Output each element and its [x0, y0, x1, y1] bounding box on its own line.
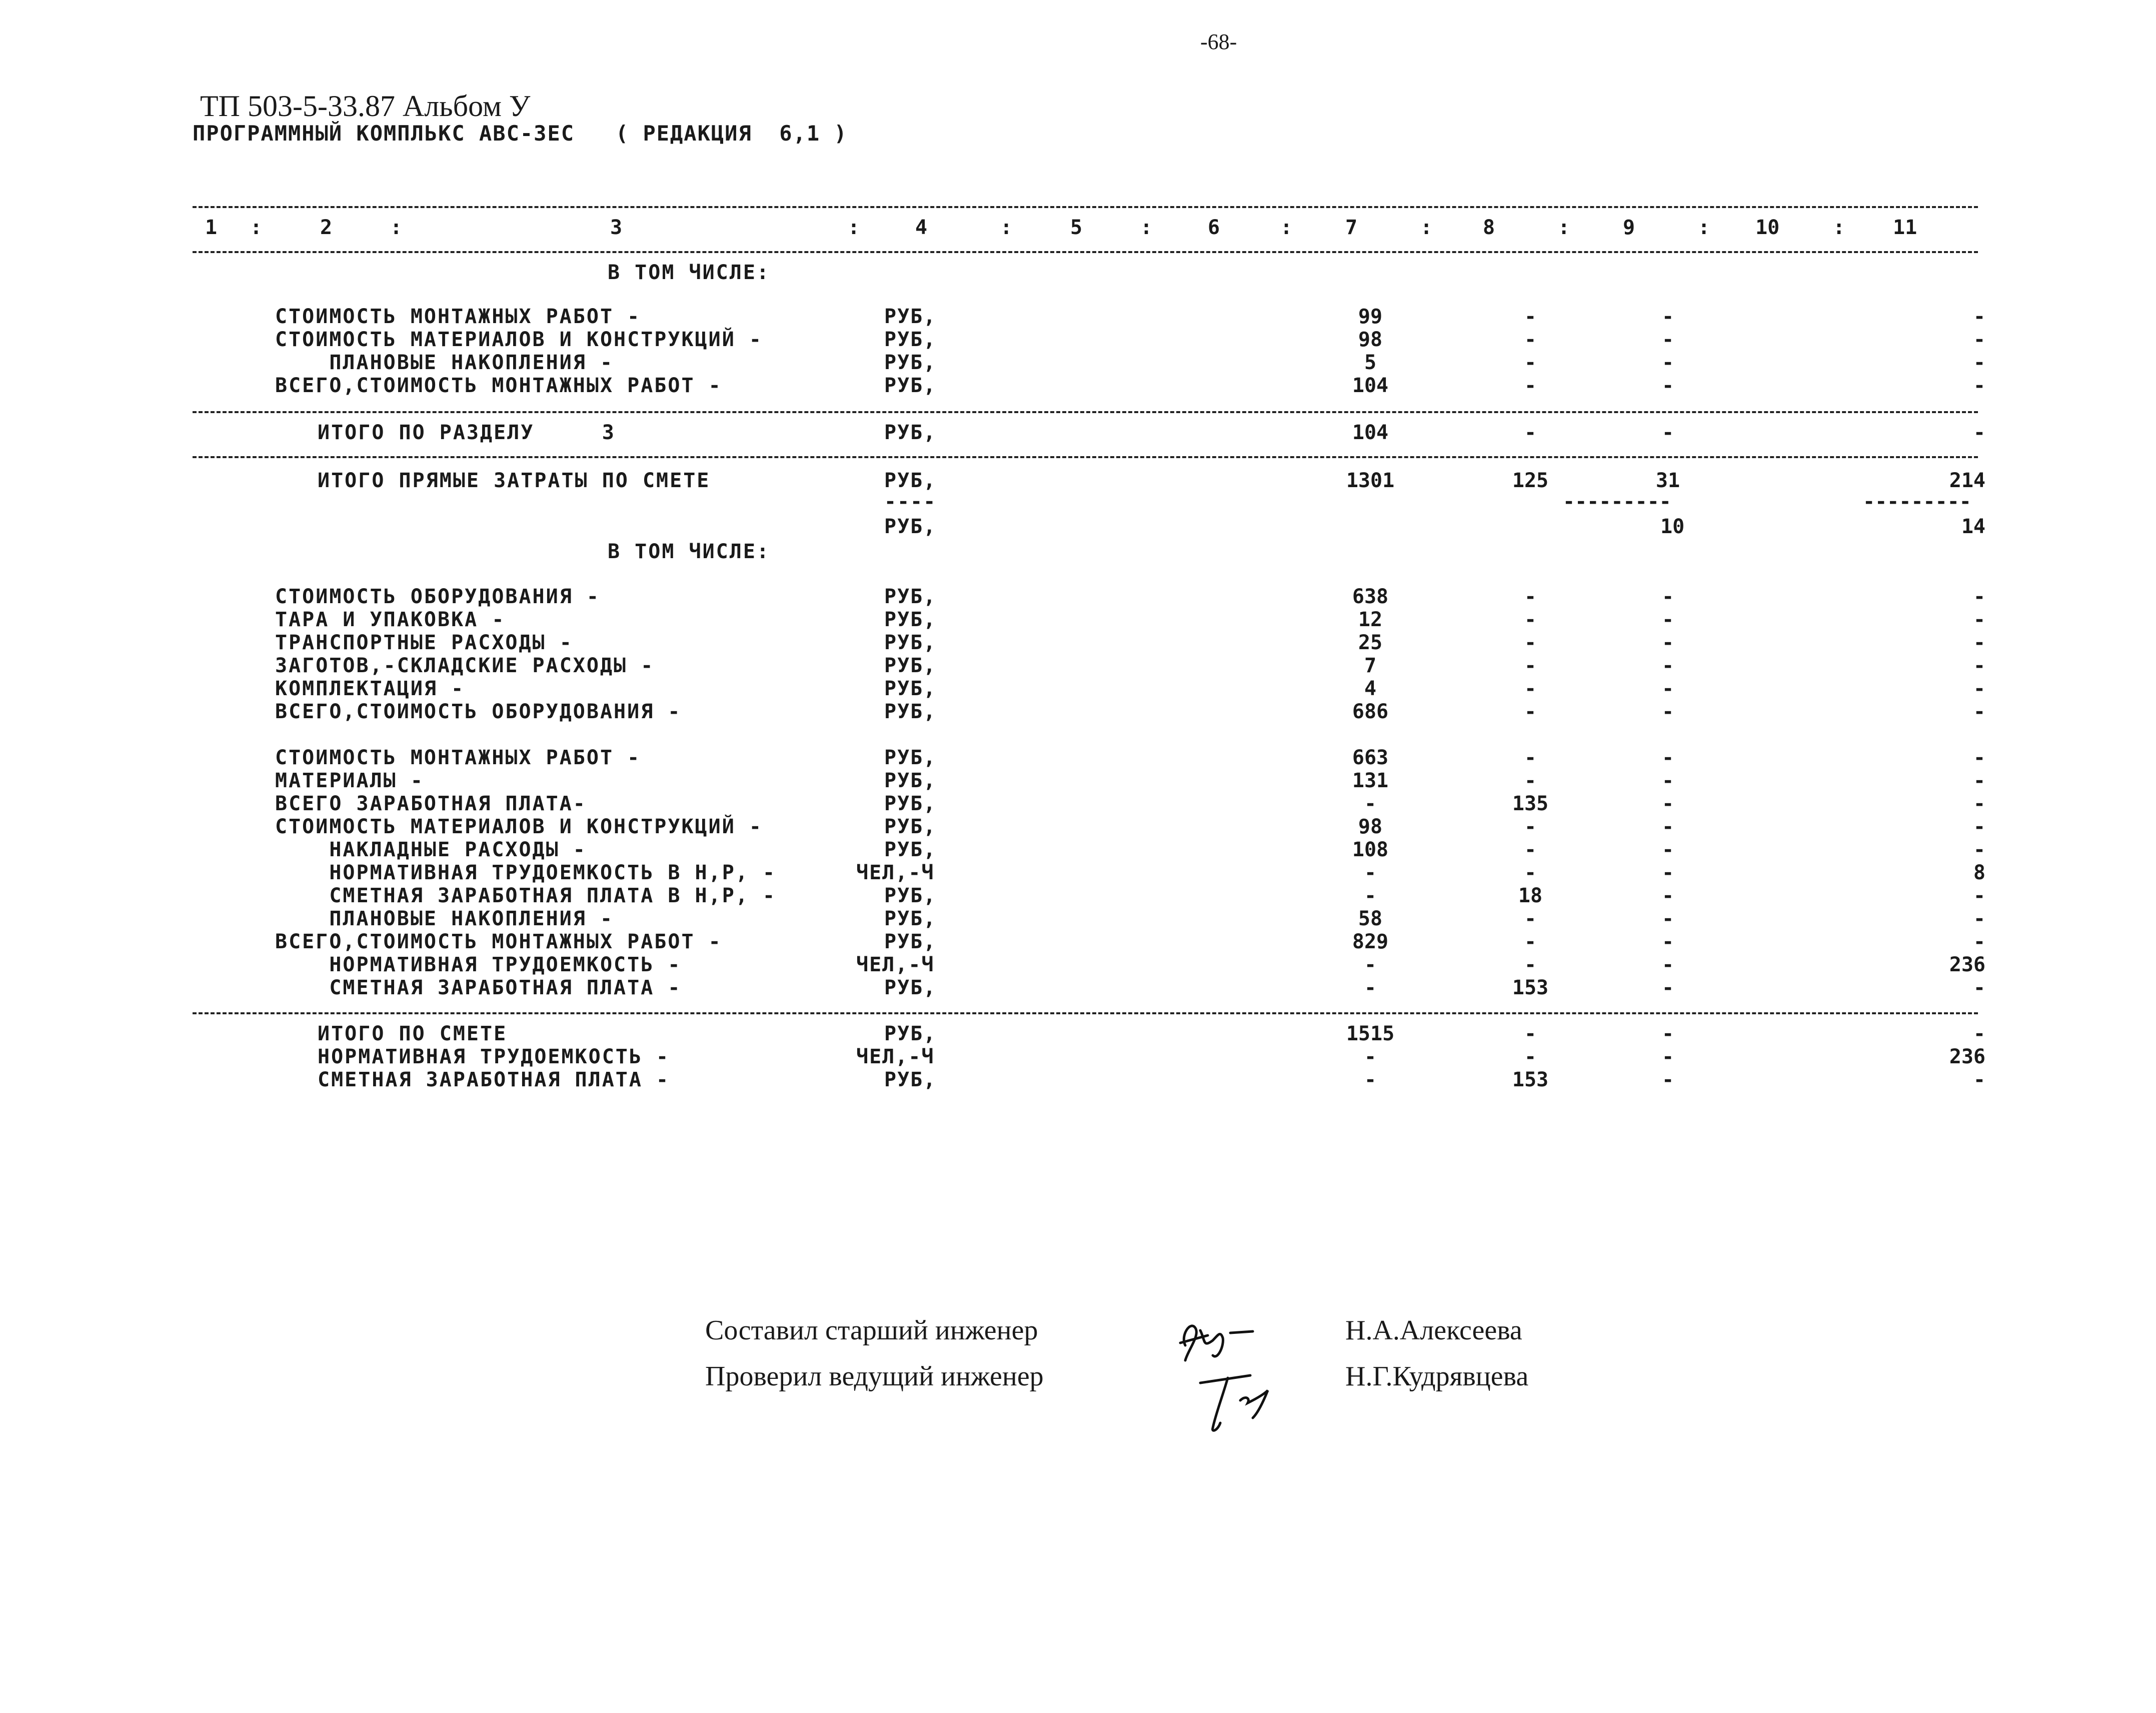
cell-col8: -: [1524, 1045, 1537, 1068]
cell-col8: -: [1524, 585, 1537, 608]
row-label: СТОИМОСТЬ МАТЕРИАЛОВ И КОНСТРУКЦИЙ -: [275, 328, 763, 351]
cell-col9: -: [1661, 907, 1674, 930]
table-row: [0, 1068, 2156, 1091]
cell-col9: -: [1661, 1022, 1674, 1045]
cell-col11: -: [1973, 1068, 1985, 1091]
cell-col9: -: [1661, 374, 1674, 397]
cell-col7: 104: [1352, 421, 1389, 444]
table-row: [0, 677, 2156, 700]
table-row: [0, 769, 2156, 792]
cell-col11: 236: [1949, 953, 1985, 976]
col-3: 3: [610, 216, 623, 239]
cell-col11: -: [1973, 815, 1985, 838]
cell-col9: -: [1661, 654, 1674, 677]
subtotal-rule: [193, 456, 1978, 458]
cell-col7: 7: [1364, 654, 1377, 677]
cell-col8: 153: [1512, 976, 1549, 999]
cell-col8: -: [1524, 861, 1537, 884]
row-unit: ЧЕЛ,-Ч: [856, 1045, 935, 1068]
row-label: ВСЕГО,СТОИМОСТЬ ОБОРУДОВАНИЯ -: [275, 700, 682, 723]
cell-col11: 236: [1949, 1045, 1985, 1068]
cell-col9: -: [1661, 815, 1674, 838]
col-8: 8: [1483, 216, 1495, 239]
cell-col9: -: [1661, 700, 1674, 723]
row-unit: РУБ,: [884, 746, 937, 769]
cell-col7: 1301: [1346, 469, 1395, 492]
table-row: [0, 746, 2156, 769]
table-row: [0, 351, 2156, 374]
cell-col11: -: [1973, 608, 1985, 631]
col9-dash: ---------: [1563, 490, 1671, 513]
cell-col11: -: [1973, 631, 1985, 654]
row-label: ВСЕГО,СТОИМОСТЬ МОНТАЖНЫХ РАБОТ -: [275, 374, 722, 397]
cell-col9: -: [1661, 585, 1674, 608]
row-unit: РУБ,: [884, 305, 937, 328]
cell-col7: 98: [1358, 328, 1383, 351]
cell-col9: -: [1661, 746, 1674, 769]
checked-by-name: Н.Г.Кудрявцева: [1345, 1361, 1529, 1392]
cell-col7: -: [1364, 861, 1377, 884]
row-label: СТОИМОСТЬ ОБОРУДОВАНИЯ -: [275, 585, 600, 608]
header-bottom-rule: [193, 251, 1978, 253]
cell-col9: 31: [1655, 469, 1680, 492]
cell-col9: 10: [1660, 515, 1685, 538]
row-unit: РУБ,: [884, 769, 937, 792]
program-line: ПРОГРАММНЫЙ КОМПЛЬКС АВС-3ЕС ( РЕДАКЦИЯ 6,1 ): [193, 121, 848, 146]
subtotal-rule: [193, 411, 1978, 413]
cell-col8: -: [1524, 838, 1537, 861]
row-unit: РУБ,: [884, 700, 937, 723]
table-row: [0, 838, 2156, 861]
cell-col8: -: [1524, 608, 1537, 631]
col-1: 1: [205, 216, 218, 239]
cell-col7: -: [1364, 1045, 1377, 1068]
cell-col8: -: [1524, 374, 1537, 397]
row-label: ЗАГОТОВ,-СКЛАДСКИЕ РАСХОДЫ -: [275, 654, 655, 677]
row-unit: РУБ,: [884, 1022, 937, 1045]
unit-dash: ----: [884, 490, 937, 513]
col-separator: :: [1280, 216, 1293, 239]
cell-col7: 58: [1358, 907, 1383, 930]
col-separator: :: [1558, 216, 1570, 239]
row-label: ПЛАНОВЫЕ НАКОПЛЕНИЯ -: [275, 351, 614, 374]
row-label: ИТОГО ПРЯМЫЕ ЗАТРАТЫ ПО СМЕТЕ: [318, 469, 711, 492]
table-row: [0, 1045, 2156, 1068]
row-label: СМЕТНАЯ ЗАРАБОТНАЯ ПЛАТА В Н,Р, -: [275, 884, 777, 907]
row-unit: РУБ,: [884, 421, 937, 444]
table-row: [0, 953, 2156, 976]
row-unit: РУБ,: [884, 631, 937, 654]
table-row: [0, 585, 2156, 608]
cell-col8: 135: [1512, 792, 1549, 815]
col-5: 5: [1070, 216, 1083, 239]
cell-col7: -: [1364, 1068, 1377, 1091]
itogo-pryamye-dash-row: [0, 490, 2156, 513]
cell-col11: -: [1973, 746, 1985, 769]
cell-col7: 12: [1358, 608, 1383, 631]
cell-col11: -: [1973, 374, 1985, 397]
section-heading-incl1: В ТОМ ЧИСЛЕ:: [608, 261, 770, 284]
cell-col9: -: [1661, 930, 1674, 953]
table-row: [0, 861, 2156, 884]
cell-col8: 125: [1512, 469, 1549, 492]
row-label: СТОИМОСТЬ МОНТАЖНЫХ РАБОТ -: [275, 746, 641, 769]
cell-col9: -: [1661, 305, 1674, 328]
cell-col7: 829: [1352, 930, 1389, 953]
row-label: КОМПЛЕКТАЦИЯ -: [275, 677, 465, 700]
col-4: 4: [915, 216, 928, 239]
row-unit: РУБ,: [884, 838, 937, 861]
cell-col9: -: [1661, 421, 1674, 444]
col-6: 6: [1208, 216, 1220, 239]
cell-col8: -: [1524, 631, 1537, 654]
section-heading-incl2: В ТОМ ЧИСЛЕ:: [608, 540, 770, 563]
table-row: [0, 815, 2156, 838]
cell-col8: -: [1524, 351, 1537, 374]
cell-col11: -: [1973, 884, 1985, 907]
cell-col9: -: [1661, 351, 1674, 374]
col-separator: :: [1140, 216, 1153, 239]
compiled-by-name: Н.А.Алексеева: [1345, 1315, 1522, 1346]
cell-col7: 104: [1352, 374, 1389, 397]
row-label: ИТОГО ПО РАЗДЕЛУ 3: [318, 421, 616, 444]
cell-col7: 25: [1358, 631, 1383, 654]
cell-col8: -: [1524, 953, 1537, 976]
cell-col7: 686: [1352, 700, 1389, 723]
cell-col7: 1515: [1346, 1022, 1395, 1045]
handwritten-signature: [1165, 1300, 1315, 1440]
document-title: ТП 503-5-33.87 Альбом У: [200, 90, 531, 123]
cell-col11: -: [1973, 838, 1985, 861]
row-unit: РУБ,: [884, 907, 937, 930]
cell-col9: -: [1661, 769, 1674, 792]
cell-col8: -: [1524, 677, 1537, 700]
cell-col8: -: [1524, 700, 1537, 723]
cell-col11: -: [1973, 907, 1985, 930]
row-label: НОРМАТИВНАЯ ТРУДОЕМКОСТЬ -: [318, 1045, 670, 1068]
cell-col8: -: [1524, 1022, 1537, 1045]
row-label: НОРМАТИВНАЯ ТРУДОЕМКОСТЬ В Н,Р, -: [275, 861, 777, 884]
row-unit: РУБ,: [884, 585, 937, 608]
row-label: ТАРА И УПАКОВКА -: [275, 608, 506, 631]
row-unit: РУБ,: [884, 328, 937, 351]
table-row: [0, 1022, 2156, 1045]
checked-by-role: Проверил ведущий инженер: [705, 1361, 1044, 1392]
itogo-razdel-row: [0, 421, 2156, 444]
cell-col7: 108: [1352, 838, 1389, 861]
itogo-pryamye-row: [0, 469, 2156, 492]
cell-col11: -: [1973, 351, 1985, 374]
cell-col7: 98: [1358, 815, 1383, 838]
col-separator: :: [848, 216, 860, 239]
row-unit: РУБ,: [884, 515, 937, 538]
table-row: [0, 608, 2156, 631]
col-separator: :: [390, 216, 403, 239]
cell-col9: -: [1661, 631, 1674, 654]
page-number: -68-: [1200, 30, 1237, 54]
itogo-pryamye-sub-row: [0, 515, 2156, 538]
row-label: СМЕТНАЯ ЗАРАБОТНАЯ ПЛАТА -: [275, 976, 682, 999]
cell-col11: -: [1973, 305, 1985, 328]
cell-col8: -: [1524, 305, 1537, 328]
col-11: 11: [1893, 216, 1917, 239]
table-row: [0, 884, 2156, 907]
cell-col9: -: [1661, 792, 1674, 815]
row-label: ПЛАНОВЫЕ НАКОПЛЕНИЯ -: [275, 907, 614, 930]
row-label: СТОИМОСТЬ МОНТАЖНЫХ РАБОТ -: [275, 305, 641, 328]
cell-col11: -: [1973, 421, 1985, 444]
row-unit: РУБ,: [884, 930, 937, 953]
row-unit: РУБ,: [884, 654, 937, 677]
cell-col11: 8: [1973, 861, 1985, 884]
row-label: ВСЕГО,СТОИМОСТЬ МОНТАЖНЫХ РАБОТ -: [275, 930, 722, 953]
col-7: 7: [1345, 216, 1358, 239]
col-10: 10: [1755, 216, 1780, 239]
compiled-by-role: Составил старший инженер: [705, 1315, 1038, 1346]
cell-col11: -: [1973, 700, 1985, 723]
cell-col8: -: [1524, 654, 1537, 677]
row-label: МАТЕРИАЛЫ -: [275, 769, 424, 792]
cell-col7: 5: [1364, 351, 1377, 374]
cell-col11: -: [1973, 976, 1985, 999]
row-label: ТРАНСПОРТНЫЕ РАСХОДЫ -: [275, 631, 573, 654]
table-row: [0, 374, 2156, 397]
col-separator: :: [250, 216, 263, 239]
table-row: [0, 700, 2156, 723]
col11-dash: ---------: [1863, 490, 1971, 513]
row-label: СМЕТНАЯ ЗАРАБОТНАЯ ПЛАТА -: [318, 1068, 670, 1091]
cell-col7: -: [1364, 792, 1377, 815]
row-unit: РУБ,: [884, 351, 937, 374]
col-9: 9: [1623, 216, 1635, 239]
row-unit: ЧЕЛ,-Ч: [856, 953, 935, 976]
col-separator: :: [1420, 216, 1433, 239]
col-separator: :: [1698, 216, 1710, 239]
table-row: [0, 930, 2156, 953]
cell-col8: -: [1524, 769, 1537, 792]
cell-col8: -: [1524, 815, 1537, 838]
total-rule: [193, 1012, 1978, 1014]
cell-col9: -: [1661, 884, 1674, 907]
row-unit: РУБ,: [884, 677, 937, 700]
table-row: [0, 792, 2156, 815]
table-row: [0, 907, 2156, 930]
cell-col7: 99: [1358, 305, 1383, 328]
row-label: ИТОГО ПО СМЕТЕ: [318, 1022, 508, 1045]
cell-col11: -: [1973, 1022, 1985, 1045]
cell-col7: 663: [1352, 746, 1389, 769]
row-unit: РУБ,: [884, 608, 937, 631]
table-row: [0, 328, 2156, 351]
table-row: [0, 654, 2156, 677]
cell-col9: -: [1661, 838, 1674, 861]
cell-col9: -: [1661, 861, 1674, 884]
cell-col8: -: [1524, 746, 1537, 769]
row-unit: РУБ,: [884, 469, 937, 492]
row-unit: РУБ,: [884, 884, 937, 907]
row-label: НАКЛАДНЫЕ РАСХОДЫ -: [275, 838, 587, 861]
cell-col7: -: [1364, 953, 1377, 976]
table-row: [0, 305, 2156, 328]
cell-col11: 214: [1949, 469, 1985, 492]
cell-col11: -: [1973, 792, 1985, 815]
cell-col7: 638: [1352, 585, 1389, 608]
cell-col7: 131: [1352, 769, 1389, 792]
cell-col11: -: [1973, 677, 1985, 700]
row-unit: РУБ,: [884, 976, 937, 999]
table-top-rule: [193, 206, 1978, 208]
cell-col7: -: [1364, 884, 1377, 907]
cell-col9: -: [1661, 976, 1674, 999]
cell-col7: 4: [1364, 677, 1377, 700]
cell-col7: -: [1364, 976, 1377, 999]
col-2: 2: [320, 216, 333, 239]
row-unit: ЧЕЛ,-Ч: [856, 861, 935, 884]
cell-col8: -: [1524, 421, 1537, 444]
cell-col11: -: [1973, 328, 1985, 351]
row-unit: РУБ,: [884, 1068, 937, 1091]
cell-col11: -: [1973, 654, 1985, 677]
row-label: ВСЕГО ЗАРАБОТНАЯ ПЛАТА-: [275, 792, 587, 815]
cell-col8: -: [1524, 907, 1537, 930]
cell-col8: 153: [1512, 1068, 1549, 1091]
cell-col9: -: [1661, 328, 1674, 351]
col-separator: :: [1833, 216, 1845, 239]
row-unit: РУБ,: [884, 792, 937, 815]
row-unit: РУБ,: [884, 374, 937, 397]
cell-col8: -: [1524, 328, 1537, 351]
cell-col8: 18: [1518, 884, 1543, 907]
cell-col11: -: [1973, 769, 1985, 792]
table-row: [0, 631, 2156, 654]
row-label: НОРМАТИВНАЯ ТРУДОЕМКОСТЬ -: [275, 953, 682, 976]
cell-col8: -: [1524, 930, 1537, 953]
cell-col11: -: [1973, 930, 1985, 953]
col-separator: :: [1000, 216, 1013, 239]
cell-col9: -: [1661, 1068, 1674, 1091]
row-label: СТОИМОСТЬ МАТЕРИАЛОВ И КОНСТРУКЦИЙ -: [275, 815, 763, 838]
cell-col11: -: [1973, 585, 1985, 608]
cell-col11: 14: [1961, 515, 1985, 538]
cell-col9: -: [1661, 1045, 1674, 1068]
row-unit: РУБ,: [884, 815, 937, 838]
table-row: [0, 976, 2156, 999]
cell-col9: -: [1661, 608, 1674, 631]
cell-col9: -: [1661, 677, 1674, 700]
cell-col9: -: [1661, 953, 1674, 976]
